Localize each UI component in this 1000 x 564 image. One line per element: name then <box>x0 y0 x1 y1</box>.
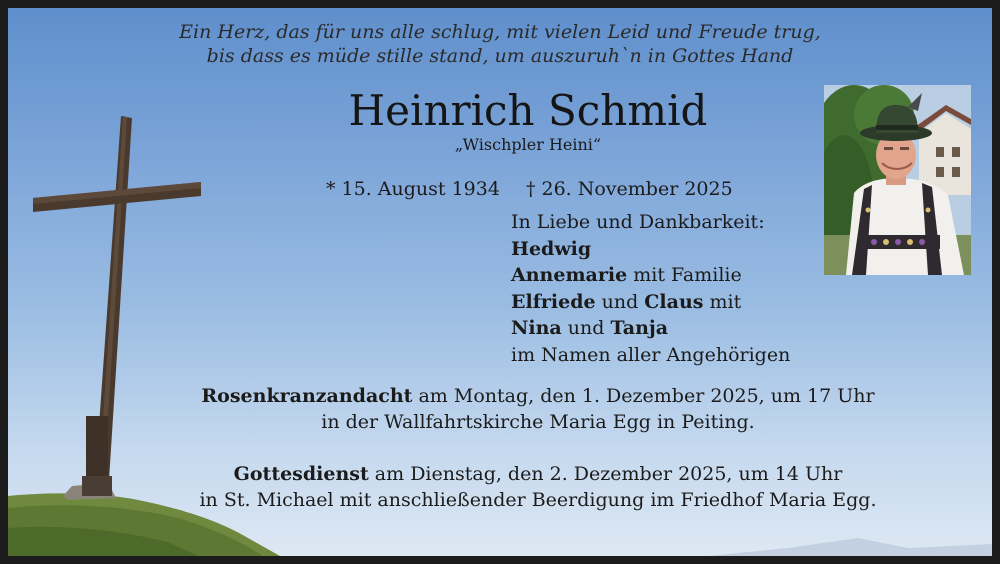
service-when: am Dienstag, den 2. Dezember 2025, um 14 Uhr <box>368 463 843 485</box>
verse-line-1: Ein Herz, das für uns alle schlug, mit vielen Leid und Freude trug, <box>179 21 821 43</box>
mourner-line-1 <box>511 236 790 263</box>
service-where: in St. Michael mit anschließender Beerdigung im Friedhof Maria Egg. <box>199 489 877 511</box>
life-dates <box>326 176 733 202</box>
mourner-text: und <box>561 317 611 339</box>
mourner-name: Tanja <box>610 317 669 339</box>
birth-date: * 15. August 1934 <box>326 178 500 200</box>
mourner-name: Nina <box>511 317 562 339</box>
mourner-line-2 <box>511 262 790 289</box>
service-when-line <box>8 461 1000 487</box>
portrait-photo <box>824 85 971 275</box>
service-where: in der Wallfahrtskirche Maria Egg in Peiting. <box>321 411 755 433</box>
mourner-line-5: im Namen aller Angehörigen <box>511 343 791 366</box>
service-title: Gottesdienst <box>233 463 369 485</box>
service-when: am Montag, den 1. Dezember 2025, um 17 Uhr <box>412 385 875 407</box>
mourner-text: und <box>595 290 645 313</box>
mourner-name: Hedwig <box>511 237 592 260</box>
mourner-text: mit <box>703 290 742 313</box>
funeral-service <box>8 461 1000 513</box>
service-when-line <box>8 383 1000 409</box>
verse-line-2: bis dass es müde stille stand, um auszuruh`n in Gottes Hand <box>206 45 794 67</box>
mourners-list <box>511 209 790 368</box>
mourner-line-3 <box>511 289 790 316</box>
deceased-name: Heinrich Schmid <box>348 86 708 135</box>
mourner-name: Elfriede <box>511 290 596 313</box>
mourner-line-4 <box>511 315 790 342</box>
mourner-name: Annemarie <box>511 264 628 286</box>
deceased-nickname: „Wischpler Heini“ <box>454 135 602 154</box>
memorial-verse <box>8 20 992 68</box>
mourner-name: Claus <box>644 290 704 313</box>
service-title: Rosenkranzandacht <box>201 385 413 407</box>
rosary-service <box>8 383 1000 435</box>
mourner-text: mit Familie <box>627 264 742 286</box>
mourners-intro: In Liebe und Dankbarkeit: <box>511 211 765 233</box>
death-date: † 26. November 2025 <box>525 178 733 200</box>
